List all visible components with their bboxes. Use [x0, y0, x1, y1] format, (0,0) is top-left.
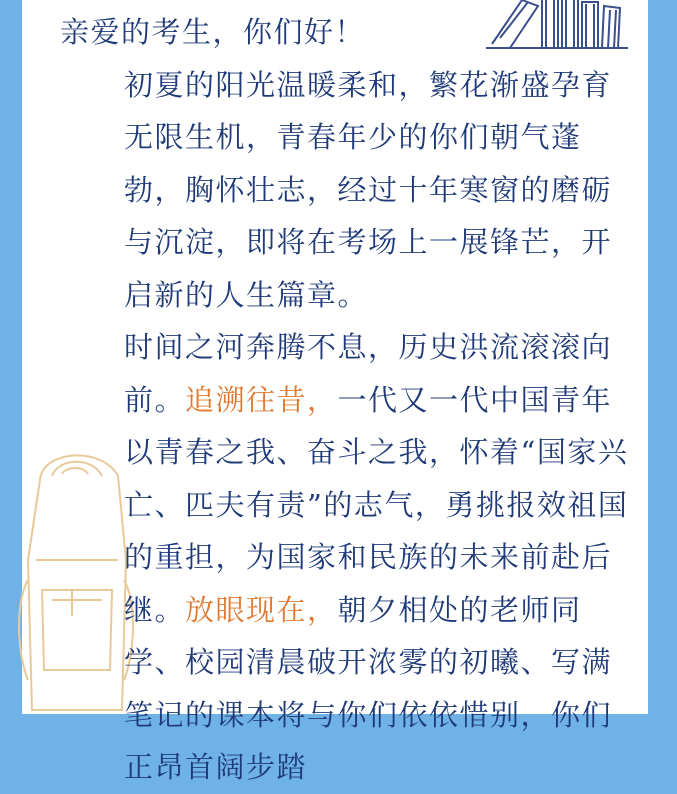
- paragraph-2: [60, 321, 640, 794]
- highlight-looking-back: 追溯往昔，: [185, 382, 338, 417]
- paragraph-2-text-b: 一代又一代中国青年以青春之我、奋斗之我，怀着“国家兴亡、匹夫有责”的志气，勇挑报效祖国的重担，为国家和民族的未来前赴后继。: [124, 382, 629, 627]
- greeting: 亲爱的考生，你们好！: [60, 15, 366, 49]
- letter-body: [60, 6, 640, 794]
- paragraph-1: 初夏的阳光温暖柔和，繁花渐盛孕育无限生机，青春年少的你们朝气蓬勃，胸怀壮志，经过十年寒窗的磨砺与沉淀，即将在考场上一展锋芒，开启新的人生篇章。: [124, 67, 613, 312]
- letter-paper: [22, 0, 648, 784]
- paragraph-2-text-a: 时间之河奔腾不息，历史洪流滚滚向前。: [124, 330, 613, 417]
- paragraph-2-text-c: 朝夕相处的老师同学、校园清晨破开浓雾的初曦、写满笔记的课本将与你们依依惜别，你们正昂首阔步踏: [124, 592, 613, 784]
- highlight-looking-now: 放眼现在，: [185, 592, 338, 627]
